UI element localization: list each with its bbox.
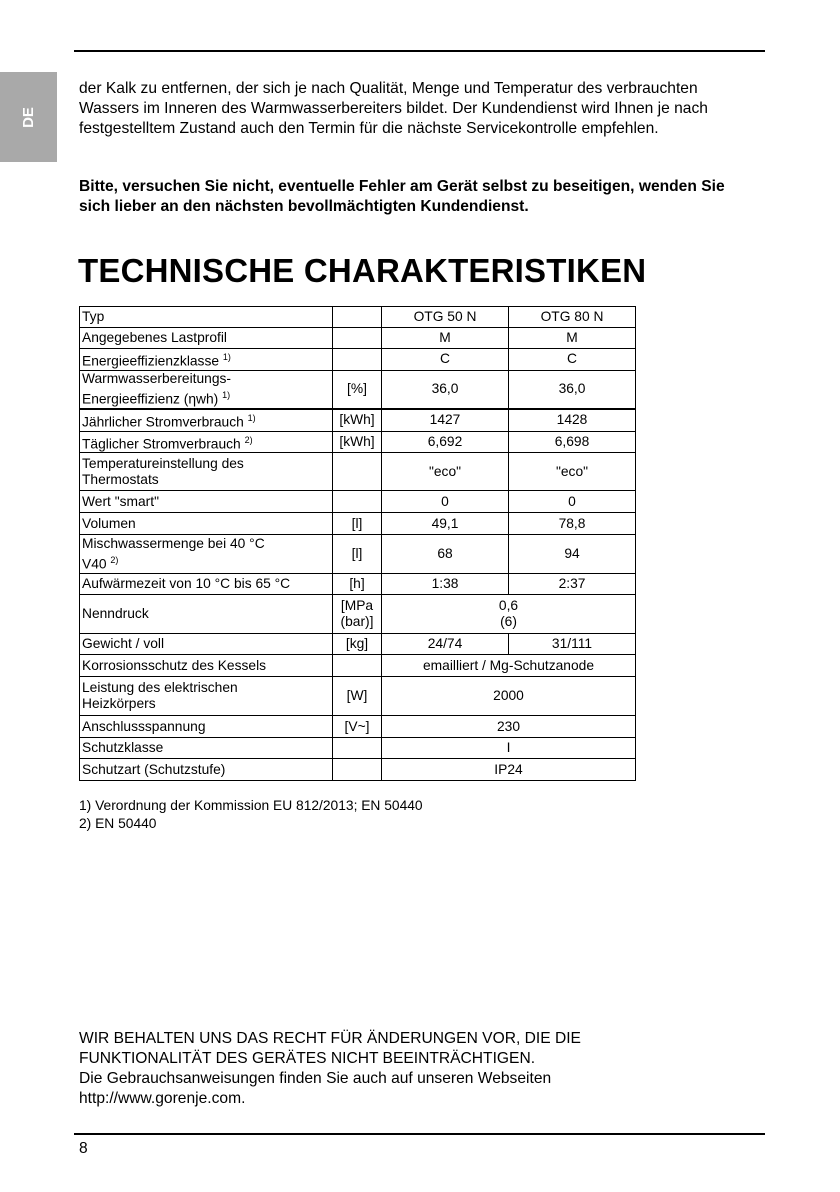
table-row <box>80 759 636 781</box>
table-row <box>80 491 636 513</box>
warning-paragraph: Bitte, versuchen Sie nicht, eventuelle Fehler am Gerät selbst zu beseitigen, wenden Sie sich lieber an den nächsten bevollmächtigten Kundendienst. <box>79 178 725 215</box>
row-label: Jährlicher Stromverbrauch $^{1)}$ <box>80 409 333 431</box>
header-rule <box>74 50 765 52</box>
row-value-1: 68 <box>382 535 509 574</box>
row-value-2: M <box>509 328 636 349</box>
row-unit: [%] <box>333 370 382 409</box>
row-unit: [h] <box>333 574 382 595</box>
language-tab <box>0 72 57 162</box>
row-value-2: 31/111 <box>509 634 636 655</box>
notice-line-3: Die Gebrauchsanweisungen finden Sie auch auf unseren Webseiten <box>79 1070 552 1087</box>
table-row <box>80 409 636 431</box>
row-value-shared: IP24 <box>382 759 636 781</box>
row-label: Gewicht / voll <box>80 634 333 655</box>
row-label: Angegebenes Lastprofil <box>80 328 333 349</box>
footnote-ref: 1) <box>247 413 256 424</box>
table-row <box>80 370 636 409</box>
row-unit: [l] <box>333 513 382 535</box>
row-label: Energieeffizienzklasse $^{1)}$ <box>80 349 333 371</box>
table-row <box>80 716 636 738</box>
row-value-shared: emailliert / Mg-Schutzanode <box>382 655 636 677</box>
row-value-2: 2:37 <box>509 574 636 595</box>
row-unit: [kWh] <box>333 409 382 431</box>
row-value-shared: 230 <box>382 716 636 738</box>
page-number: 8 <box>79 1140 88 1157</box>
rights-notice <box>79 1029 779 1109</box>
row-unit: [V~] <box>333 716 382 738</box>
row-label: Leistung des elektrischen Heizkörpers <box>80 677 333 716</box>
table-row <box>80 634 636 655</box>
table-row <box>80 431 636 453</box>
row-value-2: "eco" <box>509 453 636 491</box>
table-row <box>80 513 636 535</box>
row-value-1: 0 <box>382 491 509 513</box>
footnotes <box>79 797 423 832</box>
row-label: Mischwassermenge bei 40 °C V40 $^{2)}$ <box>80 535 333 574</box>
row-value-2: 36,0 <box>509 370 636 409</box>
row-unit <box>333 491 382 513</box>
row-label: Aufwärmezeit von 10 °C bis 65 °C <box>80 574 333 595</box>
row-label: Temperatureinstellung des Thermostats <box>80 453 333 491</box>
row-value-1: C <box>382 349 509 371</box>
row-value-2: 0 <box>509 491 636 513</box>
row-unit <box>333 759 382 781</box>
footnote-ref: 2) <box>244 434 253 445</box>
header-model-2: OTG 80 N <box>509 307 636 328</box>
notice-line-1: WIR BEHALTEN UNS DAS RECHT FÜR ÄNDERUNGEN VOR, DIE DIE <box>79 1030 581 1047</box>
row-unit: [W] <box>333 677 382 716</box>
footnote-ref: 1) <box>222 352 231 362</box>
row-value-shared: 2000 <box>382 677 636 716</box>
row-value-1: 1427 <box>382 409 509 431</box>
section-title: TECHNISCHE CHARAKTERISTIKEN <box>78 252 647 289</box>
row-unit: [l] <box>333 535 382 574</box>
header-label: Typ <box>80 307 333 328</box>
table-row <box>80 453 636 491</box>
row-unit: [MPa (bar)] <box>333 595 382 634</box>
language-tab-label: DE <box>20 106 37 128</box>
footnote-1: 1) Verordnung der Kommission EU 812/2013; EN 50440 <box>79 798 423 813</box>
spec-table <box>79 306 636 781</box>
row-unit <box>333 655 382 677</box>
header-unit <box>333 307 382 328</box>
row-unit <box>333 453 382 491</box>
row-label: Anschlussspannung <box>80 716 333 738</box>
table-row <box>80 574 636 595</box>
row-label: Schutzart (Schutzstufe) <box>80 759 333 781</box>
row-value-1: 24/74 <box>382 634 509 655</box>
row-value-1: 6,692 <box>382 431 509 453</box>
row-value-1: "eco" <box>382 453 509 491</box>
row-value-1: 1:38 <box>382 574 509 595</box>
table-row <box>80 328 636 349</box>
table-header-row <box>80 307 636 328</box>
row-value-2: 1428 <box>509 409 636 431</box>
footnote-ref: 2) <box>110 554 119 565</box>
row-value-1: 49,1 <box>382 513 509 535</box>
notice-line-2: FUNKTIONALITÄT DES GERÄTES NICHT BEEINTRÄCHTIGEN. <box>79 1050 536 1067</box>
row-value-shared: I <box>382 738 636 759</box>
row-label: Volumen <box>80 513 333 535</box>
intro-paragraph: der Kalk zu entfernen, der sich je nach Qualität, Menge und Temperatur des verbrauchten Wassers im Inneren des Warmwasserbereiters bildet. Der Kundendienst wird Ihnen je nach festgestelltem Zustand auch den Termin für die nächste Servicekontrolle empfehlen. <box>79 80 708 137</box>
row-value-1: 36,0 <box>382 370 509 409</box>
footnote-2: 2) EN 50440 <box>79 815 157 831</box>
row-label: Nenndruck <box>80 595 333 634</box>
table-row <box>80 738 636 759</box>
row-label: Täglicher Stromverbrauch $^{2)}$ <box>80 431 333 453</box>
row-value-2: 94 <box>509 535 636 574</box>
website-link[interactable]: http://www.gorenje.com. <box>79 1090 246 1107</box>
row-label: Schutzklasse <box>80 738 333 759</box>
row-value-2: 78,8 <box>509 513 636 535</box>
table-row <box>80 349 636 371</box>
row-unit: [kg] <box>333 634 382 655</box>
row-value-2: 6,698 <box>509 431 636 453</box>
table-row <box>80 677 636 716</box>
row-value-1: M <box>382 328 509 349</box>
table-row <box>80 595 636 634</box>
footnote-ref: 1) <box>222 390 231 401</box>
footer-rule <box>74 1133 765 1135</box>
row-value-shared: 0,6 (6) <box>382 595 636 634</box>
row-unit <box>333 328 382 349</box>
table-row <box>80 655 636 677</box>
row-unit <box>333 738 382 759</box>
row-unit <box>333 349 382 371</box>
row-label: Korrosionsschutz des Kessels <box>80 655 333 677</box>
row-unit: [kWh] <box>333 431 382 453</box>
row-label: Warmwasserbereitungs- Energieeffizienz (ηwh) $^{1)}$ <box>80 370 333 409</box>
row-label: Wert "smart" <box>80 491 333 513</box>
row-value-2: C <box>509 349 636 371</box>
header-model-1: OTG 50 N <box>382 307 509 328</box>
table-row <box>80 535 636 574</box>
